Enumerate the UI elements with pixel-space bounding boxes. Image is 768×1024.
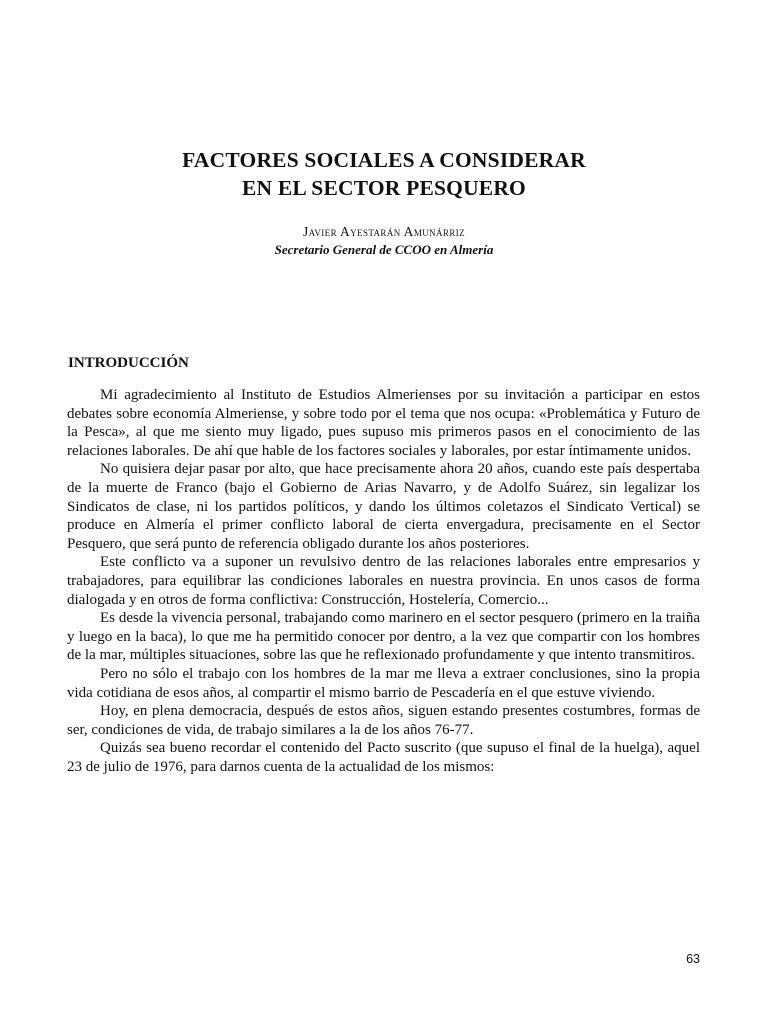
- author-block: [0, 223, 768, 259]
- author-name: Javier Ayestarán Amunárriz: [302, 224, 466, 239]
- paragraph: No quisiera dejar pasar por alto, que hace precisamente ahora 20 años, cuando este país despertaba de la muerte de Franco (bajo el Gobierno de Arias Navarro, y de Adolfo Suárez, sin legalizar los Sindicatos de clase, ni los partidos políticos, y dando los últimos coletazos el Sindicato Vertical) se produce en Almería el primer conflicto laboral de cierta envergadura, precisamente en el Sector Pesquero, que será punto de referencia obligado durante los años posteriores.: [67, 461, 700, 552]
- paragraph: Mi agradecimiento al Instituto de Estudios Almerienses por su invitación a participar en estos debates sobre economía Almeriense, y sobre todo por el tema que nos ocupa: «Problemática y Futuro de la Pesca», al que me siento muy ligado, pues supuso mis primeros pasos en el conocimiento de las relaciones laborales. De ahí que hable de los factores sociales y laborales, por estar íntimamente unidos.: [67, 387, 700, 459]
- paragraph: Hoy, en plena democracia, después de estos años, siguen estando presentes costumbres, formas de ser, condiciones de vida, de trabajo similares a la de los años 76-77.: [67, 703, 700, 738]
- paragraph: Este conflicto va a suponer un revulsivo dentro de las relaciones laborales entre empresarios y trabajadores, para equilibrar las condiciones laborales en nuestra provincia. En unos casos de forma dialogada y en otros de forma conflictiva: Construcción, Hostelería, Comercio...: [67, 554, 700, 608]
- author-role: Secretario General de CCOO en Almería: [274, 242, 494, 257]
- body-text: [67, 386, 700, 776]
- paragraph: Pero no sólo el trabajo con los hombres de la mar me lleva a extraer conclusiones, sino la propia vida cotidiana de esos años, al compartir el mismo barrio de Pescadería en el que estuve viviendo.: [67, 665, 700, 701]
- title-line-2: EN EL SECTOR PESQUERO: [242, 176, 526, 200]
- paragraph: Quizás sea bueno recordar el contenido del Pacto suscrito (que supuso el final de la huelga), aquel 23 de julio de 1976, para darnos cuenta de la actualidad de los mismos:: [67, 740, 700, 775]
- section-heading: INTRODUCCIÓN: [68, 355, 189, 371]
- paragraph: Es desde la vivencia personal, trabajando como marinero en el sector pesquero (primero en la traiña y luego en la baca), lo que me ha permitido conocer por dentro, a la vez que compartir con los hombres de la mar, múltiples situaciones, sobre las que he reflexionado profundamente y que intento transmitiros.: [67, 610, 700, 664]
- article-title: [0, 146, 768, 202]
- title-line-1: FACTORES SOCIALES A CONSIDERAR: [182, 148, 586, 172]
- page-number: 63: [686, 952, 700, 966]
